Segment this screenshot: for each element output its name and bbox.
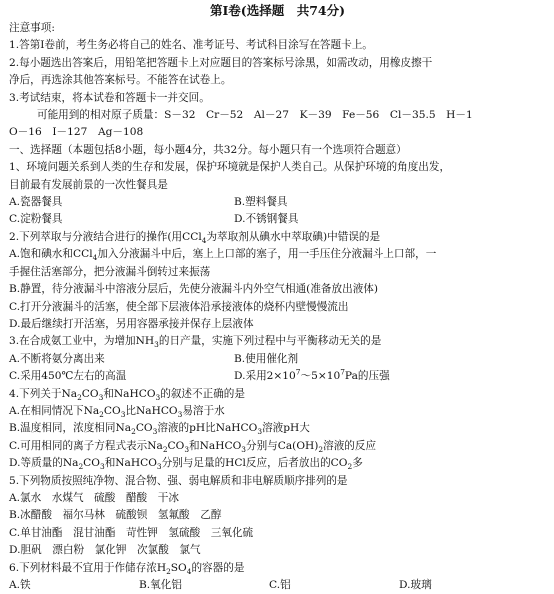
option-d: D.等质量的$Na_2CO_3$和NaHCO$_3$分别与足量的HCl反应，后者放出的$CO_2$多 <box>9 457 363 472</box>
question-stem: 5.下列物质按照纯净物、混合物、强、弱电解质和非电解质顺序排列的是 <box>9 474 348 487</box>
option-d: D.胆矾 漂白粉 氯化钾 次氯酸 氯气 <box>9 544 201 557</box>
option-c: C.采用450℃左右的高温 <box>9 370 127 383</box>
options-row <box>9 211 546 228</box>
option-b: B.静置，待分液漏斗中溶液分层后，先使分液漏斗内外空气相通(准备放出液体) <box>9 283 379 296</box>
option-c: C.可用相同的离子方程式表示$Na_2CO_3$和NaHCO$_3$分别与$Ca(OH)_2$溶液的反应 <box>9 439 377 454</box>
option-a-continued: 手握住活塞部分，把分液漏斗倒转过来振荡 <box>9 265 211 278</box>
question-stem: 2.下列萃取与分液结合进行的操作(用CCl$_4$为萃取剂从碘水中萃取碘)中错误的是 <box>9 230 381 245</box>
option-a: A.在相同情况下$Na_2CO_3$比NaHCO$_3$易溶于水 <box>9 404 225 420</box>
question-stem: 目前最有发展前景的一次性餐具是 <box>9 178 168 191</box>
question-stem: 6.下列材料最不宜用于作储存浓$H_2SO_4$的容器的是 <box>9 561 245 576</box>
options-row <box>9 194 546 211</box>
atomic-mass-line: 可能用到的相对原子质量：S－32 Cr－52 Al－27 K－39 Fe－56 Cl－35.5 H－1 <box>37 109 473 122</box>
option-d: D.玻璃 <box>399 579 432 591</box>
option-a: A.不断将氨分离出来 <box>9 352 105 365</box>
option-a: A.瓷器餐具 <box>9 196 63 209</box>
option-a: A.氯水 水煤气 硫酸 醋酸 干冰 <box>9 491 179 504</box>
option-b: B.冰醋酸 福尔马林 硫酸钡 氢氟酸 乙醇 <box>9 509 222 522</box>
question-stem: 1、环境问题关系到人类的生存和发展，保护环境就是保护人类自己。从保护环境的角度出发， <box>9 161 451 174</box>
note-item: 2.每小题选出答案后，用铅笔把答题卡上对应题目的答案标号涂黑，如需改动，用橡皮擦干 <box>9 56 433 69</box>
option-d: D.不锈钢餐具 <box>234 213 299 226</box>
option-d: D.采用$2\times 10^7\sim 5\times 10^7Pa$的压强 <box>234 367 390 383</box>
option-c: C.单甘油酯 混甘油酯 苛性钾 氢硫酸 三氧化硫 <box>9 526 254 539</box>
option-d: D.最后继续打开活塞，另用容器承接并保存上层液体 <box>9 317 254 330</box>
option-b: B.使用催化剂 <box>234 352 299 365</box>
option-b: B.塑料餐具 <box>234 196 288 209</box>
question-stem: 4.下列关于$Na_2CO_3$和NaHCO$_3$的叙述不正确的是 <box>9 387 245 402</box>
option-a: A.饱和碘水和CCl$_4$加入分液漏斗中后，塞上上口部的塞子，用一手压住分液漏斗上口部，一 <box>9 248 437 263</box>
page-title: 第Ⅰ卷(选择题 共74分) <box>209 3 346 18</box>
note-item: 1.答第Ⅰ卷前，考生务必将自己的姓名、准考证号、考试科目涂写在答题卡上。 <box>9 39 373 52</box>
option-b: B.氧化铝 <box>139 579 182 591</box>
question-stem: 3.在合成氨工业中，为增加$NH_3$的日产量，实施下列过程中与平衡移动无关的是 <box>9 335 382 350</box>
notes-heading: 注意事项: <box>9 22 55 34</box>
section-heading: 一、选择题（本题包括8小题，每小题4分，共32分。每小题只有一个选项符合题意） <box>9 143 407 156</box>
option-b: B.温度相同，浓度相同$Na_2CO_3$溶液的pH比NaHCO$_3$溶液pH大 <box>9 422 310 437</box>
option-c: C.淀粉餐具 <box>9 213 63 226</box>
options-row <box>9 368 546 385</box>
option-c: C.铝 <box>269 579 291 591</box>
note-item: 3.考试结束，将本试卷和答题卡一并交回。 <box>9 91 210 104</box>
options-row <box>9 351 546 368</box>
note-item: 净后，再选涂其他答案标号。不能答在试卷上。 <box>9 74 232 87</box>
option-c: C.打开分液漏斗的活塞，使全部下层液体沿承接液体的烧杯内壁慢慢流出 <box>9 300 349 313</box>
atomic-mass-line: O－16 I－127 Ag－108 <box>9 126 144 139</box>
option-a: A.铁 <box>9 579 31 591</box>
